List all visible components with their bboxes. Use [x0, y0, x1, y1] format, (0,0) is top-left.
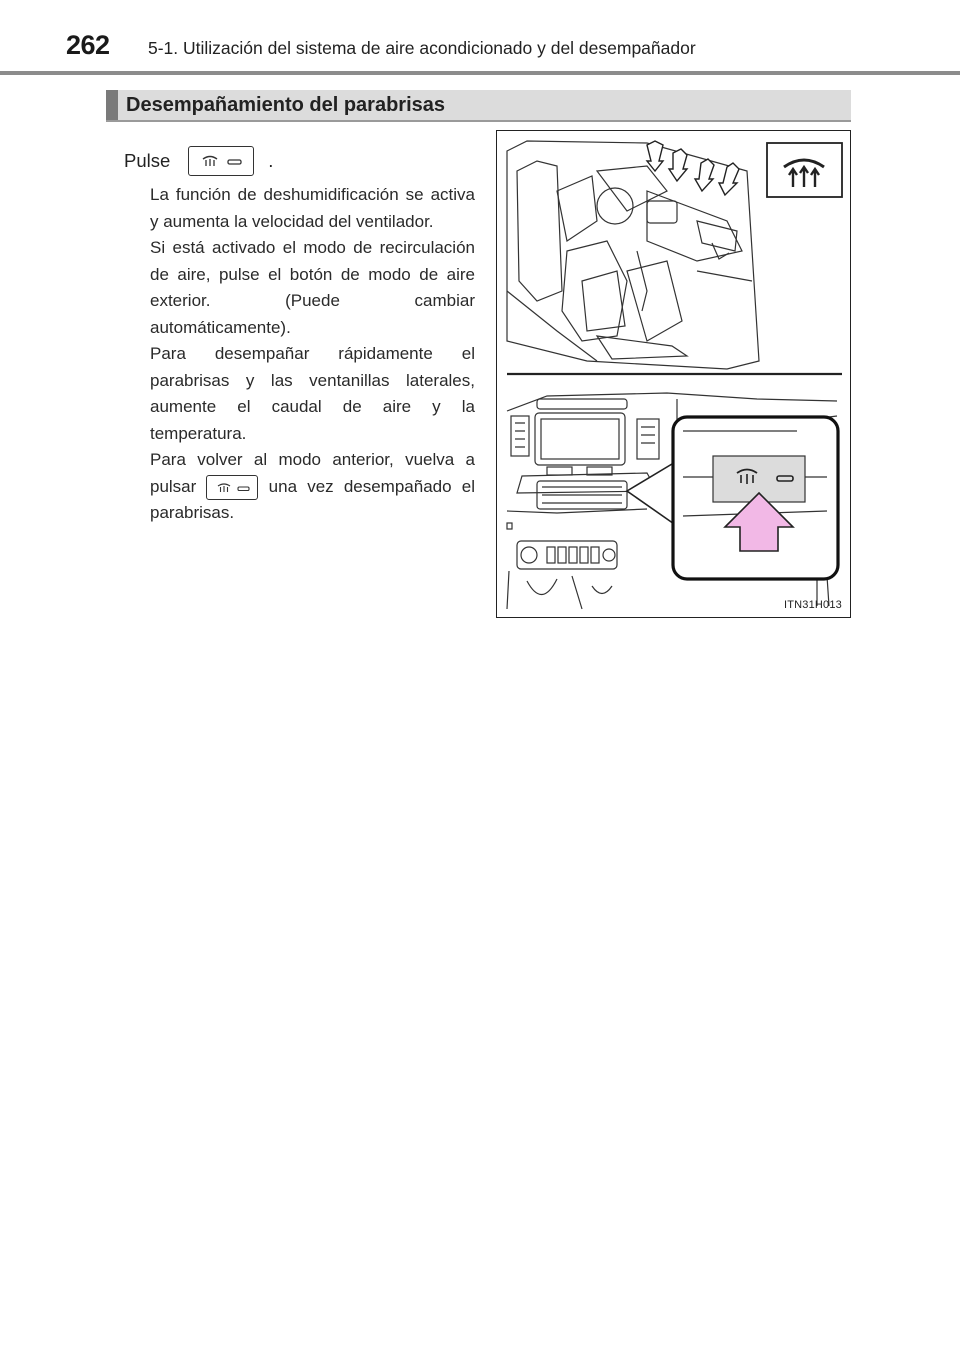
dashboard-illustration: [496, 130, 851, 618]
header-rule: [0, 71, 960, 75]
defroster-button-icon: [188, 146, 254, 176]
paragraph-dehumidify: La función de deshumidificación se activa y aumenta la velocidad del ventilador.: [150, 185, 475, 231]
section-title: Desempañamiento del parabrisas: [126, 94, 446, 116]
cabin-interior-drawing: [507, 141, 759, 369]
running-header: 5-1. Utilización del sistema de aire acondicionado y del desempañador: [148, 38, 696, 58]
return-text-before: Para volver al modo anterior, vuelva a pulsar: [150, 450, 475, 496]
page-number: 262: [66, 30, 110, 60]
paragraph-recirculation: Si está activado el modo de recirculación de aire, pulse el botón de modo de aire exterior. (Puede cambiar automáticamente).: [150, 238, 475, 337]
section-accent: [106, 90, 118, 120]
defroster-button-icon-inline: [206, 475, 258, 500]
windshield-defroster-icon: [767, 143, 842, 197]
instruction-step: [124, 146, 273, 176]
airflow-arrows: [647, 141, 739, 195]
paragraph-quick-defog: Para desempañar rápidamente el parabrisas y las ventanillas laterales, aumente el caudal de aire y la temperatura.: [150, 344, 475, 443]
callout-pointer: [627, 461, 677, 526]
body-text: [150, 182, 475, 527]
section-heading-bar: [106, 90, 851, 122]
callout-zoom-box: [673, 417, 838, 579]
paragraph-return-mode: [150, 447, 475, 527]
dashboard-drawing: [497, 131, 852, 619]
step-text-before: Pulse: [124, 150, 171, 171]
step-text-after: .: [268, 150, 274, 171]
return-text-after: una vez desempañado el parabrisas.: [150, 476, 475, 522]
figure-code: ITN31H013: [783, 599, 842, 611]
